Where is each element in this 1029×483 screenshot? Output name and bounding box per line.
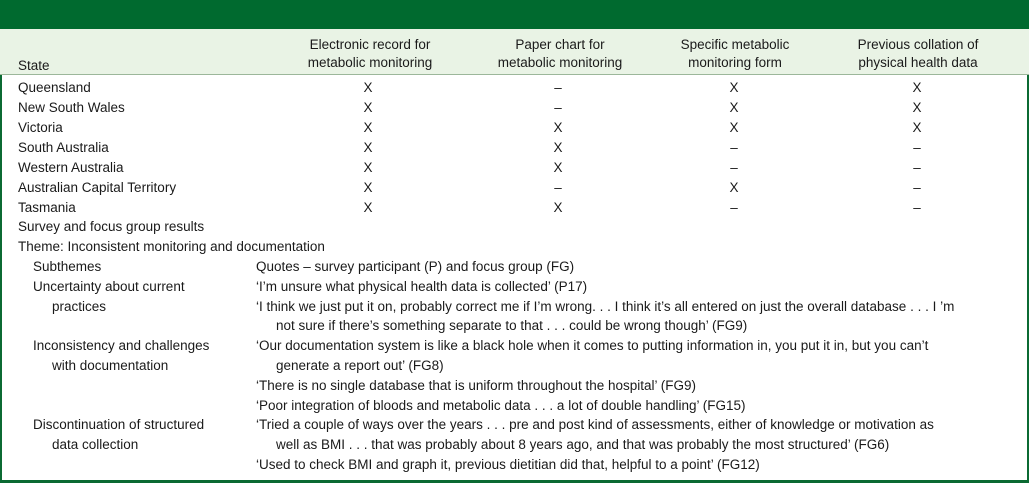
cell-paper: X [553, 140, 563, 155]
table-row [0, 118, 1029, 138]
state-name: Tasmania [18, 200, 76, 215]
subtheme-inconsistency-cont: with documentation [52, 358, 169, 373]
column-header-previous-collation: Previous collation of physical health data [857, 37, 979, 70]
theme-title: Theme: Inconsistent monitoring and documentation [18, 239, 325, 254]
state-name: Australian Capital Territory [18, 180, 177, 195]
quote-fg12: ‘Used to check BMI and graph it, previous dietitian did that, helpful to a point’ (FG12) [256, 457, 760, 472]
quote-fg15: ‘Poor integration of bloods and metabolic data . . . a lot of double handling’ (FG15) [256, 398, 746, 413]
section-title: Survey and focus group results [18, 219, 205, 234]
cell-collation: – [913, 200, 921, 215]
cell-form: – [730, 200, 738, 215]
quote-fg6: ‘Tried a couple of ways over the years . . . pre and post kind of assessments, either of knowledge or motivation as [256, 417, 934, 432]
cell-electronic: X [363, 100, 373, 115]
subtheme-uncertainty-cont: practices [52, 299, 107, 314]
cell-form: – [730, 140, 738, 155]
subtheme-discontinuation-cont: data collection [52, 437, 139, 452]
column-header-metabolic-form: Specific metabolic monitoring form [680, 37, 790, 70]
quote-fg8-cont: generate a report out’ (FG8) [276, 358, 444, 373]
quote-fg6-cont: well as BMI . . . that was probably about 8 years ago, and that was probably the most structured’ (FG6) [276, 437, 890, 452]
column-header-paper-chart: Paper chart for metabolic monitoring [497, 37, 623, 70]
table-row [0, 138, 1029, 158]
cell-electronic: X [363, 140, 373, 155]
quote-fg8: ‘Our documentation system is like a black hole when it comes to putting information in, you put it in, but you can’t [256, 338, 929, 353]
cell-form: – [730, 160, 738, 175]
state-name: New South Wales [18, 100, 125, 115]
table-row [0, 158, 1029, 178]
cell-electronic: X [363, 200, 373, 215]
table-row [0, 98, 1029, 118]
table-row [0, 178, 1029, 198]
subthemes-label: Subthemes [33, 259, 102, 274]
cell-collation: X [912, 100, 922, 115]
cell-collation: – [913, 160, 921, 175]
state-name: South Australia [18, 140, 109, 155]
state-name: Queensland [18, 80, 91, 95]
cell-form: X [729, 80, 739, 95]
cell-collation: – [913, 140, 921, 155]
quote-fg9-a-cont: not sure if there’s something separate to that . . . could be wrong though’ (FG9) [276, 318, 748, 333]
table-row [0, 78, 1029, 98]
cell-paper: – [554, 180, 562, 195]
cell-electronic: X [363, 120, 373, 135]
quote-fg9-a: ‘I think we just put it on, probably correct me if I’m wrong. . . I think it’s all entered on just the overall database . . . I ’m [256, 299, 955, 314]
state-name: Victoria [18, 120, 63, 135]
table-row [0, 198, 1029, 218]
cell-electronic: X [363, 160, 373, 175]
cell-form: X [729, 180, 739, 195]
cell-form: X [729, 120, 739, 135]
subtheme-uncertainty: Uncertainty about current [33, 279, 185, 294]
subtheme-inconsistency: Inconsistency and challenges [33, 338, 210, 353]
quote-fg9-b: ‘There is no single database that is uniform throughout the hospital’ (FG9) [256, 378, 696, 393]
cell-paper: X [553, 160, 563, 175]
column-header-electronic-record: Electronic record for metabolic monitoring [307, 37, 433, 70]
cell-form: X [729, 100, 739, 115]
cell-electronic: X [363, 180, 373, 195]
cell-paper: X [553, 120, 563, 135]
cell-paper: X [553, 200, 563, 215]
state-name: Western Australia [18, 160, 124, 175]
cell-paper: – [554, 80, 562, 95]
cell-paper: – [554, 100, 562, 115]
quotes-label: Quotes – survey participant (P) and focus group (FG) [256, 259, 575, 274]
cell-electronic: X [363, 80, 373, 95]
cell-collation: X [912, 120, 922, 135]
cell-collation: X [912, 80, 922, 95]
cell-collation: – [913, 180, 921, 195]
quote-p17: ‘I’m unsure what physical health data is collected’ (P17) [256, 279, 588, 294]
table-title-bar [0, 0, 1029, 29]
column-header-state: State [18, 58, 50, 73]
subtheme-discontinuation: Discontinuation of structured [33, 417, 205, 432]
